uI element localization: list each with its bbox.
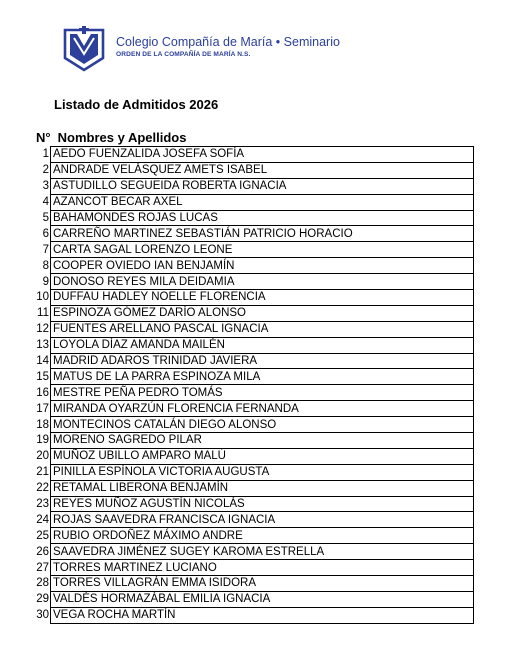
row-number: 7 (42, 243, 49, 256)
student-name: COOPER OVIEDO IAN BENJAMÍN (51, 258, 474, 274)
table-row (30, 512, 474, 528)
table-row (30, 147, 474, 163)
table-row (30, 242, 474, 258)
row-number: 10 (36, 291, 49, 304)
table-row (30, 210, 474, 226)
student-name: SAAVEDRA JIMÉNEZ SUGEY KAROMA ESTRELLA (51, 544, 474, 560)
student-name: ANDRADE VELÁSQUEZ AMETS ISABEL (51, 162, 474, 178)
table-row (30, 258, 474, 274)
row-number: 14 (36, 355, 49, 368)
table-row (30, 576, 474, 592)
table-row (30, 607, 474, 623)
page-title: Listado de Admitidos 2026 (54, 97, 219, 112)
student-name: RETAMAL LIBERONA BENJAMÍN (51, 480, 474, 496)
row-number: 23 (36, 498, 49, 511)
table-row (30, 337, 474, 353)
admitted-list-table (30, 146, 474, 624)
table-row (30, 480, 474, 496)
table-row (30, 369, 474, 385)
student-name: MORENO SAGREDO PILAR (51, 433, 474, 449)
student-name: LOYOLA DÍAZ AMANDA MAILÉN (51, 337, 474, 353)
row-number: 25 (36, 529, 49, 542)
row-number: 1 (42, 148, 49, 161)
number-column-header: N° (36, 130, 51, 145)
row-number: 6 (42, 227, 49, 240)
table-row (30, 401, 474, 417)
student-name: TORRES VILLAGRÁN EMMA ISIDORA (51, 576, 474, 592)
student-name: MESTRE PEÑA PEDRO TOMÁS (51, 385, 474, 401)
row-number: 12 (36, 323, 49, 336)
student-name: MUÑOZ UBILLO AMPARO MALÚ (51, 448, 474, 464)
table-row (30, 464, 474, 480)
table-row (30, 385, 474, 401)
student-name: VALDÉS HORMAZÁBAL EMILIA IGNACIA (51, 591, 474, 607)
table-row (30, 162, 474, 178)
student-name: CARREÑO MARTINEZ SEBASTIÁN PATRICIO HORACIO (51, 226, 474, 242)
table-row (30, 528, 474, 544)
student-name: BAHAMONDES ROJAS LUCAS (51, 210, 474, 226)
table-row (30, 178, 474, 194)
student-name: MONTECINOS CATALÁN DIEGO ALONSO (51, 417, 474, 433)
row-number: 20 (36, 450, 49, 463)
row-number: 4 (42, 196, 49, 209)
row-number: 24 (36, 513, 49, 526)
row-number: 28 (36, 577, 49, 590)
table-row (30, 274, 474, 290)
row-number: 22 (36, 482, 49, 495)
table-row (30, 290, 474, 306)
table-row (30, 433, 474, 449)
table-row (30, 321, 474, 337)
name-column-header: Nombres y Apellidos (57, 130, 187, 145)
student-name: DONOSO REYES MILA DEIDAMIA (51, 274, 474, 290)
student-name: DUFFAU HADLEY NOELLE FLORENCIA (51, 290, 474, 306)
table-row (30, 194, 474, 210)
student-name: AZANCOT BECAR AXEL (51, 194, 474, 210)
row-number: 5 (42, 212, 49, 224)
table-row (30, 544, 474, 560)
row-number: 18 (36, 418, 49, 431)
student-name: MIRANDA OYARZÚN FLORENCIA FERNANDA (51, 401, 474, 417)
school-crest-icon (60, 24, 108, 72)
table-row (30, 496, 474, 512)
row-number: 13 (36, 339, 49, 352)
student-name: ROJAS SAAVEDRA FRANCISCA IGNACIA (51, 512, 474, 528)
student-name: PINILLA ESPÍNOLA VICTORIA AUGUSTA (51, 464, 474, 480)
row-number: 27 (36, 561, 49, 574)
row-number: 16 (36, 386, 49, 399)
list-header (36, 130, 186, 145)
student-name: ASTUDILLO SEGUEIDA ROBERTA IGNACIA (51, 178, 474, 194)
row-number: 29 (36, 593, 49, 606)
table-row (30, 448, 474, 464)
row-number: 26 (36, 545, 49, 558)
student-name: RUBIO ORDOÑEZ MÁXIMO ANDRE (51, 528, 474, 544)
table-row (30, 560, 474, 576)
student-name: REYES MUÑOZ AGUSTÍN NICOLÁS (51, 496, 474, 512)
student-name: TORRES MARTINEZ LUCIANO (51, 560, 474, 576)
student-name: FUENTES ARELLANO PASCAL IGNACIA (51, 321, 474, 337)
row-number: 3 (42, 180, 49, 193)
table-row (30, 226, 474, 242)
row-number: 8 (42, 259, 49, 272)
student-name: VEGA ROCHA MARTÍN (51, 607, 474, 623)
row-number: 21 (36, 466, 49, 479)
row-number: 9 (42, 275, 49, 288)
table-row (30, 305, 474, 321)
row-number: 2 (42, 164, 49, 177)
row-number: 30 (36, 609, 49, 622)
row-number: 19 (36, 434, 49, 447)
student-name: AEDO FUENZALIDA JOSEFA SOFÍA (51, 147, 474, 163)
school-name: Colegio Compañía de María • Seminario (116, 35, 340, 49)
row-number: 11 (37, 307, 49, 320)
table-row (30, 591, 474, 607)
student-name: MADRID ADAROS TRINIDAD JAVIERA (51, 353, 474, 369)
student-name: MATUS DE LA PARRA ESPINOZA MILA (51, 369, 474, 385)
table-row (30, 353, 474, 369)
student-name: ESPINOZA GÓMEZ DARÍO ALONSO (51, 305, 474, 321)
table-row (30, 417, 474, 433)
school-subtitle: ORDEN DE LA COMPAÑÍA DE MARÍA N.S. (116, 51, 251, 58)
student-name: CARTA SAGAL LORENZO LEONE (51, 242, 474, 258)
row-number: 15 (36, 370, 49, 383)
school-header (60, 24, 360, 74)
row-number: 17 (36, 402, 49, 415)
